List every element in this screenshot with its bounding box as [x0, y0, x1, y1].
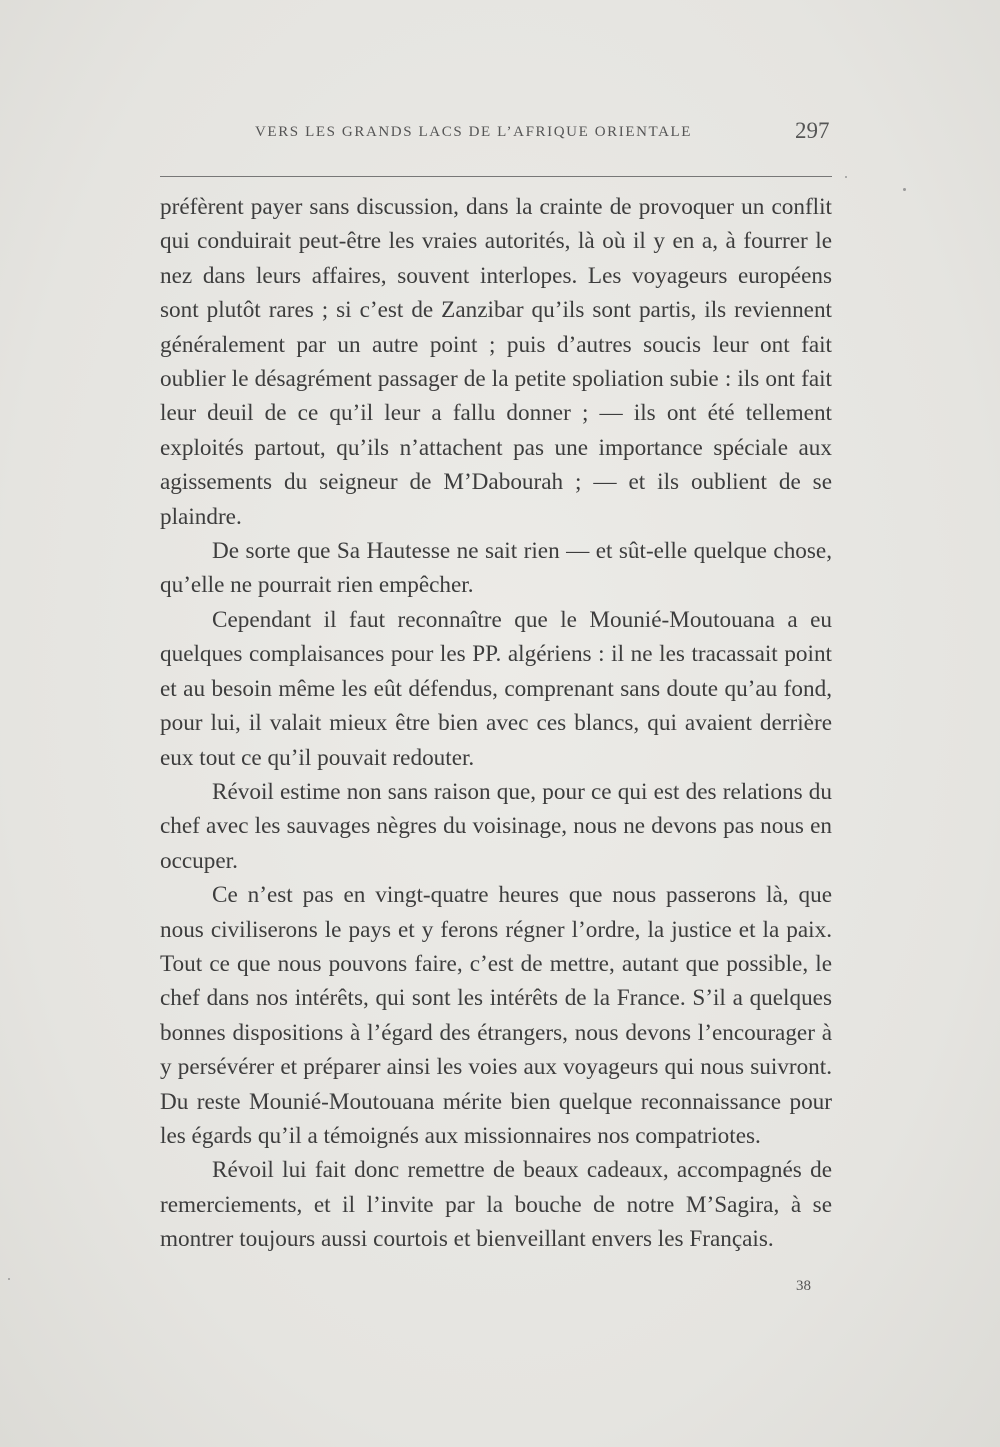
paper-speck — [903, 188, 906, 191]
paper-speck — [8, 1278, 10, 1280]
paragraph-1: préfèrent payer sans discussion, dans la crainte de provoquer un conflit qui conduirait peut-être les vraies autorités, là où il y en a, à fourrer le nez dans leurs affaires, souvent interlopes. Les voyageurs européens sont plutôt rares ; si c’est de Zanzibar qu’ils sont partis, ils reviennent généralement par un autre point ; puis d’autres soucis leur ont fait oublier le désagrément passager de la petite spoliation subie : ils ont fait leur deuil de ce qu’il leur a fallu donner ; — ils ont été tellement exploités partout, qu’ils n’attachent pas une importance spéciale aux agissements du seigneur de M’Dabourah ; — et ils oublient de se plaindre. — [160, 194, 832, 530]
paragraph-5: Ce n’est pas en vingt-quatre heures que nous passerons là, que nous civiliserons le pays et y ferons régner l’ordre, la justice et la paix. Tout ce que nous pouvons faire, c’est de mettre, autant que possible, le chef dans nos intérêts, qui sont les intérêts de la France. S’il a quelques bonnes dispositions à l’égard des étrangers, nous devons l’encourager à y persévérer et préparer ainsi les voies aux voyageurs qui nous suivront. Du reste Mounié-Moutouana mérite bien quelque reconnaissance pour les égards qu’il a témoignés aux missionnaires nos compatriotes. — [160, 882, 832, 1149]
paragraph-6: Révoil lui fait donc remettre de beaux cadeaux, accompagnés de remerciements, et il l’invite par la bouche de notre M’Sagira, à se montrer toujours aussi courtois et bienveillant envers les Français. — [160, 1157, 832, 1253]
header-rule — [160, 176, 832, 177]
body-text — [160, 190, 832, 1257]
page-number: 297 — [795, 118, 830, 143]
signature-mark: 38 — [796, 1278, 811, 1294]
paragraph-2: De sorte que Sa Hautesse ne sait rien — et sût-elle quelque chose, qu’elle ne pourrait rien empêcher. — [160, 538, 832, 599]
paragraph-4: Révoil estime non sans raison que, pour ce qui est des relations du chef avec les sauvages nègres du voisinage, nous ne devons pas nous en occuper. — [160, 778, 832, 874]
running-head-title: VERS LES GRANDS LACS DE L’AFRIQUE ORIENTALE — [255, 124, 693, 140]
paragraph-3: Cependant il faut reconnaître que le Mounié-Moutouana a eu quelques complaisances pour les PP. algériens : il ne les tracassait point et au besoin même les eût défendus, comprenant sans doute qu’au fond, pour lui, il valait mieux être bien avec ces blancs, qui avaient derrière eux tout ce qu’il pouvait redouter. — [160, 606, 832, 771]
paper-speck — [845, 176, 847, 178]
